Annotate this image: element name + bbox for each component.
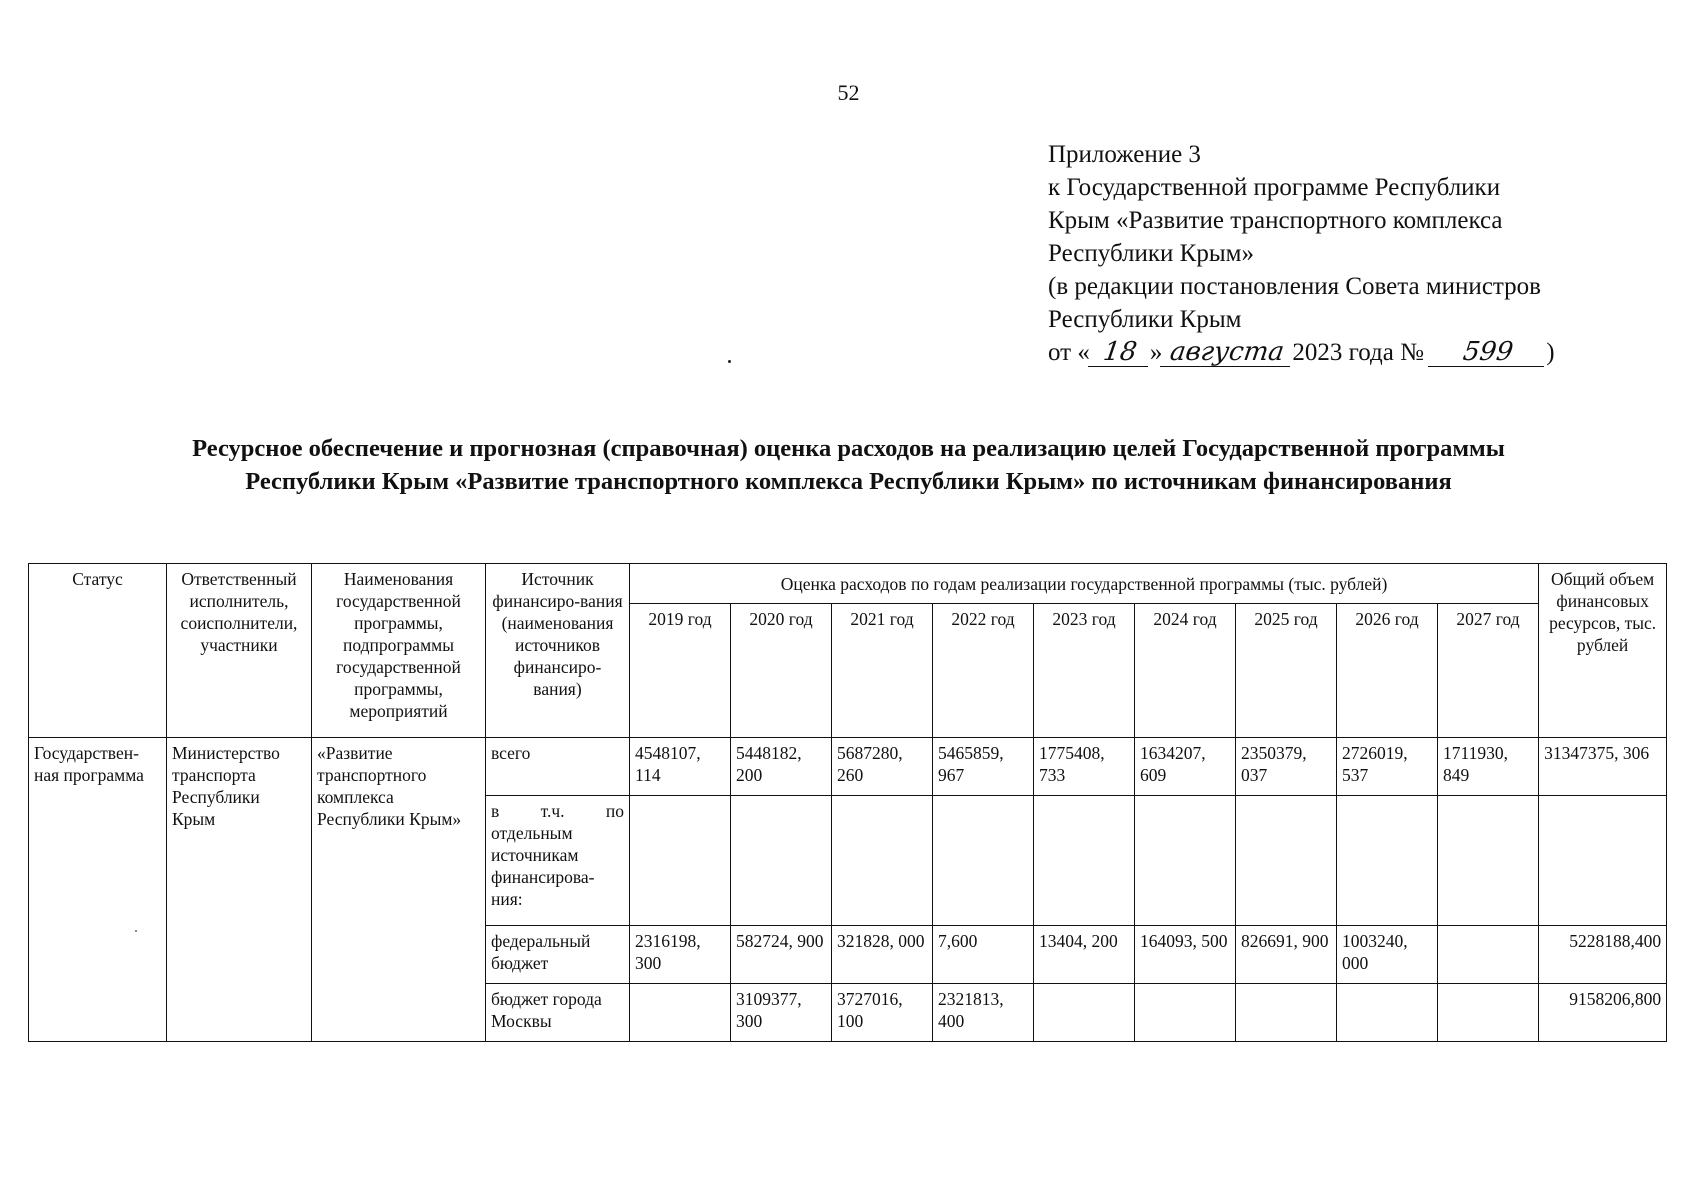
value-cell [630, 984, 731, 1042]
header-year: 2023 год [1034, 604, 1135, 738]
value-cell: 4548107, 114 [630, 738, 731, 796]
title-line: Ресурсное обеспечение и прогнозная (справочная) оценка расходов на реализацию целей Государственной программы [192, 435, 1505, 462]
page-number: 52 [837, 80, 860, 105]
header-years-group: Оценка расходов по годам реализации государственной программы (тыс. рублей) [630, 564, 1539, 604]
source-rest: отдельным источникам финансирова-ния: [491, 823, 595, 909]
sum-cell: 5228188,400 [1539, 926, 1667, 984]
value-cell [1034, 796, 1135, 926]
sum-cell: 9158206,800 [1539, 984, 1667, 1042]
budget-table [28, 563, 1667, 1042]
value-cell: 5448182, 200 [731, 738, 832, 796]
source-word: т.ч. [540, 801, 565, 821]
sum-cell [1539, 796, 1667, 926]
value-cell: 2321813, 400 [933, 984, 1034, 1042]
value-cell [1034, 984, 1135, 1042]
source-word: в [491, 801, 500, 821]
value-cell [1438, 984, 1539, 1042]
value-cell: 164093, 500 [1135, 926, 1236, 984]
appendix-line: Крым «Развитие транспортного комплекса [1048, 207, 1503, 234]
scan-speck [135, 930, 137, 932]
date-suffix: ) [1546, 339, 1555, 366]
appendix-line: Республики Крым» [1048, 240, 1254, 267]
header-source: Источник финансиро-вания (наименования источников финансиро-вания) [486, 564, 630, 738]
document-title [0, 432, 1697, 498]
value-cell [1438, 796, 1539, 926]
header-executor: Ответственный исполнитель, соисполнители, участники [167, 564, 312, 738]
title-line: Республики Крым «Развитие транспортного комплекса Республики Крым» по источникам финансирования [245, 468, 1452, 495]
header-program-name: Наименования государственной программы, подпрограммы государственной программы, мероприятий [312, 564, 486, 738]
value-cell [1135, 984, 1236, 1042]
appendix-line: (в редакции постановления Совета министров [1048, 273, 1541, 300]
value-cell: 321828, 000 [832, 926, 933, 984]
handwritten-month: августа [1160, 338, 1294, 367]
value-cell: 5465859, 967 [933, 738, 1034, 796]
status-cell: Государствен-ная программа [29, 738, 167, 1042]
program-cell: «Развитие транспортного комплекса Республики Крым» [312, 738, 486, 1042]
date-mid: » [1149, 339, 1163, 366]
value-cell: 2350379, 037 [1236, 738, 1337, 796]
handwritten-number: 599 [1428, 338, 1548, 367]
executor-cell: Министерство транспорта Республики Крым [167, 738, 312, 1042]
source-cell [486, 796, 630, 926]
value-cell [1236, 984, 1337, 1042]
date-prefix: от « [1048, 339, 1090, 366]
appendix-line: Республики Крым [1048, 306, 1242, 333]
value-cell [1438, 926, 1539, 984]
header-year: 2024 год [1135, 604, 1236, 738]
value-cell: 1711930, 849 [1438, 738, 1539, 796]
stray-dot [728, 360, 731, 363]
source-cell: бюджет города Москвы [486, 984, 630, 1042]
value-cell: 3727016, 100 [832, 984, 933, 1042]
appendix-block [1048, 138, 1555, 369]
value-cell [630, 796, 731, 926]
value-cell [731, 796, 832, 926]
appendix-line: к Государственной программе Республики [1048, 174, 1501, 201]
value-cell: 3109377, 300 [731, 984, 832, 1042]
appendix-date-line [1048, 336, 1555, 369]
header-year: 2022 год [933, 604, 1034, 738]
handwritten-day: 18 [1088, 338, 1152, 367]
header-status: Статус [29, 564, 167, 738]
value-cell: 13404, 200 [1034, 926, 1135, 984]
value-cell: 1634207, 609 [1135, 738, 1236, 796]
header-year: 2020 год [731, 604, 832, 738]
table-row [29, 738, 1667, 796]
source-first-line [491, 800, 624, 822]
value-cell [933, 796, 1034, 926]
value-cell [1337, 796, 1438, 926]
header-year: 2021 год [832, 604, 933, 738]
header-year: 2025 год [1236, 604, 1337, 738]
value-cell: 582724, 900 [731, 926, 832, 984]
sum-cell: 31347375, 306 [1539, 738, 1667, 796]
header-year: 2019 год [630, 604, 731, 738]
header-total: Общий объем финансовых ресурсов, тыс. рублей [1539, 564, 1667, 738]
value-cell: 1003240, 000 [1337, 926, 1438, 984]
header-year: 2026 год [1337, 604, 1438, 738]
year-text: 2023 года № [1292, 339, 1424, 366]
appendix-line: Приложение 3 [1048, 141, 1201, 168]
header-year: 2027 год [1438, 604, 1539, 738]
value-cell [832, 796, 933, 926]
value-cell [1135, 796, 1236, 926]
value-cell [1337, 984, 1438, 1042]
value-cell: 826691, 900 [1236, 926, 1337, 984]
source-word: по [605, 801, 624, 821]
source-cell: всего [486, 738, 630, 796]
value-cell: 2726019, 537 [1337, 738, 1438, 796]
header-row [29, 564, 1667, 604]
value-cell: 7,600 [933, 926, 1034, 984]
value-cell: 2316198, 300 [630, 926, 731, 984]
value-cell: 5687280, 260 [832, 738, 933, 796]
source-cell: федеральный бюджет [486, 926, 630, 984]
value-cell: 1775408, 733 [1034, 738, 1135, 796]
value-cell [1236, 796, 1337, 926]
